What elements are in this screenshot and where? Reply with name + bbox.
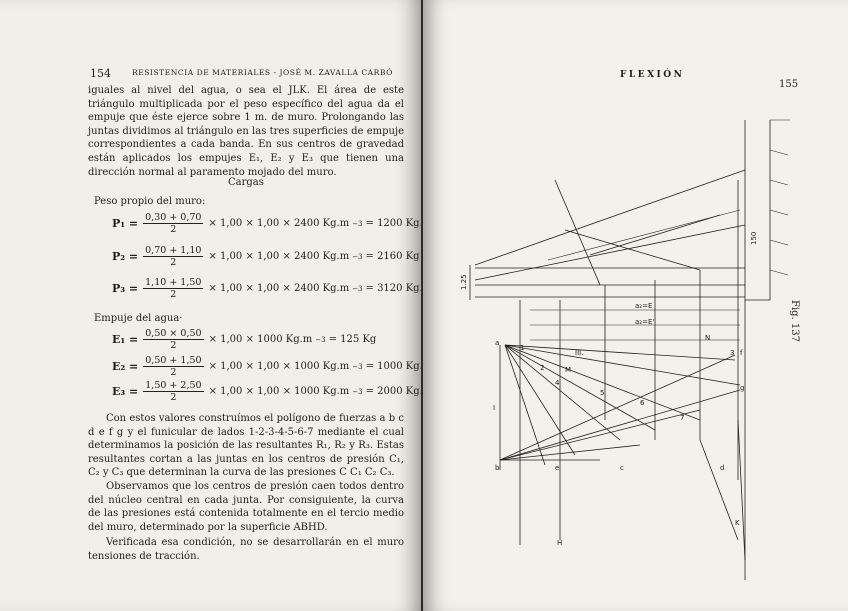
- page-number-right: 155: [779, 79, 799, 90]
- exponent: −3: [352, 387, 363, 396]
- formula-symbol: P₂ =: [112, 250, 139, 263]
- label-2: 2: [540, 364, 545, 372]
- intro-paragraph: iguales al nivel del agua, o sea el JLK. El área de este triángulo multiplicada por el peso específico del agua da el empuje que éste ejerce sobre 1 m. de muro. Prolongando las juntas dividimos al triángulo en las tres superficies de empuje correspondientes a cada banda. En sus centros de gravedad están aplicados los empujes E₁, E₂ y E₃ que tienen una dirección normal al paramento mojado del muro.: [88, 85, 404, 178]
- label-f: f: [740, 349, 743, 357]
- slope-line-mid: [475, 225, 745, 280]
- horizontal-joints: [475, 268, 745, 297]
- formula-result: = 1000 Kg.: [365, 361, 423, 372]
- formula-result: = 1200 Kg.: [365, 218, 423, 229]
- figure-label: Fig. 137: [789, 300, 800, 342]
- formula-result: = 2000 Kg.: [365, 386, 423, 397]
- label-M: M: [565, 366, 572, 374]
- formula-rest: × 1,00 × 1,00 × 1000 Kg.m: [208, 386, 350, 397]
- denominator: 2: [170, 224, 177, 235]
- numerator: 1,10 + 1,50: [145, 277, 202, 288]
- wall-outline: [745, 120, 770, 300]
- label-4: 4: [555, 379, 560, 387]
- formula-symbol: E₂ =: [112, 360, 139, 373]
- label-K: K: [735, 519, 740, 527]
- self-weight-title: Peso propio del muro:: [94, 196, 206, 207]
- denominator: 2: [170, 340, 177, 351]
- section-title: Cargas: [228, 177, 264, 188]
- label-c: c: [620, 464, 624, 472]
- slope-line-top: [475, 170, 745, 265]
- funicular-line-3: [590, 215, 720, 255]
- label-e: e: [555, 464, 560, 472]
- running-head: RESISTENCIA DE MATERIALES - JOSÉ M. ZAVALLA CARBÓ: [132, 68, 393, 77]
- denominator: 2: [170, 289, 177, 300]
- water-title: Empuje del agua·: [94, 313, 183, 324]
- formula-symbol: E₁ =: [112, 333, 139, 346]
- exponent: −3: [352, 219, 363, 228]
- label-dim-a: a₂=E: [635, 302, 653, 310]
- exponent: −3: [352, 362, 363, 371]
- funicular-line-1: [555, 180, 600, 285]
- paragraph-text: Con estos valores construímos el polígono de fuerzas a b c d e f g y el funicular de lados 1-2-3-4-5-6-7 mediante el cual determinamos la posición de las resultantes R₁, R₂ y R₃. Estas resultantes cortan a las juntas en los centros de presión C₁, C₂ y C₃ que determinan la curva de las presiones C C₁ C₂ C₃.: [88, 413, 404, 479]
- formula-result: = 125 Kg: [328, 334, 377, 345]
- label-a: a: [495, 339, 500, 347]
- denominator: 2: [170, 367, 177, 378]
- exponent: −3: [352, 252, 363, 261]
- label-I: I: [493, 404, 496, 412]
- exponent: −3: [315, 335, 326, 344]
- formula-symbol: P₃ =: [112, 282, 139, 295]
- exponent: −3: [352, 284, 363, 293]
- label-5: 5: [600, 389, 605, 397]
- label-d: d: [720, 464, 725, 472]
- label-side-dim: 1.25: [460, 274, 468, 290]
- paragraph-text: Observamos que los centros de presión caen todos dentro del núcleo central en cada junta. Por consiguiente, la curva de las presiones está contenida totalmente en el tercio medio del muro, determinado por la superficie ABHD.: [88, 481, 404, 533]
- label-IIIa: III.: [575, 349, 584, 357]
- force-rays: [500, 345, 740, 465]
- formula-rest: × 1,00 × 1,00 × 2400 Kg.m: [208, 218, 350, 229]
- formula-result: = 2160 Kg: [365, 251, 420, 262]
- formula-rest: × 1,00 × 1,00 × 2400 Kg.m: [208, 251, 350, 262]
- numerator: 0,50 × 0,50: [145, 328, 202, 339]
- label-1: 1: [520, 344, 525, 352]
- label-6: 6: [640, 399, 645, 407]
- diagonal-bottom: [700, 440, 738, 540]
- label-N: N: [705, 334, 711, 342]
- numerator: 0,50 + 1,50: [145, 355, 202, 366]
- label-3: 3: [730, 349, 735, 357]
- numerator: 0,70 + 1,10: [145, 245, 202, 256]
- denominator: 2: [170, 392, 177, 403]
- formula-rest: × 1,00 × 1,00 × 2400 Kg.m: [208, 283, 350, 294]
- label-dim-b: a₂=E': [635, 318, 655, 326]
- running-title: FLEXIÓN: [620, 70, 685, 80]
- paragraph-text: Verificada esa condición, no se desarrollarán en el muro tensiones de tracción.: [88, 537, 404, 562]
- diagonal-right: [738, 420, 745, 560]
- label-b: b: [495, 464, 500, 472]
- formula-rest: × 1,00 × 1000 Kg.m: [208, 334, 313, 345]
- denominator: 2: [170, 257, 177, 268]
- label-7: 7: [680, 414, 685, 422]
- formula-symbol: P₁ =: [112, 217, 139, 230]
- resultant-line: [548, 210, 740, 260]
- page-number: 154: [90, 67, 111, 80]
- formula-symbol: E₃ =: [112, 385, 139, 398]
- formula-result: = 3120 Kg.: [365, 283, 423, 294]
- label-H: H: [557, 539, 563, 547]
- label-150: 150: [750, 231, 758, 245]
- wall-hatch: [770, 120, 790, 275]
- label-g: g: [740, 384, 745, 392]
- numerator: 0,30 + 0,70: [145, 212, 202, 223]
- numerator: 1,50 + 2,50: [145, 380, 202, 391]
- formula-rest: × 1,00 × 1,00 × 1000 Kg.m: [208, 361, 350, 372]
